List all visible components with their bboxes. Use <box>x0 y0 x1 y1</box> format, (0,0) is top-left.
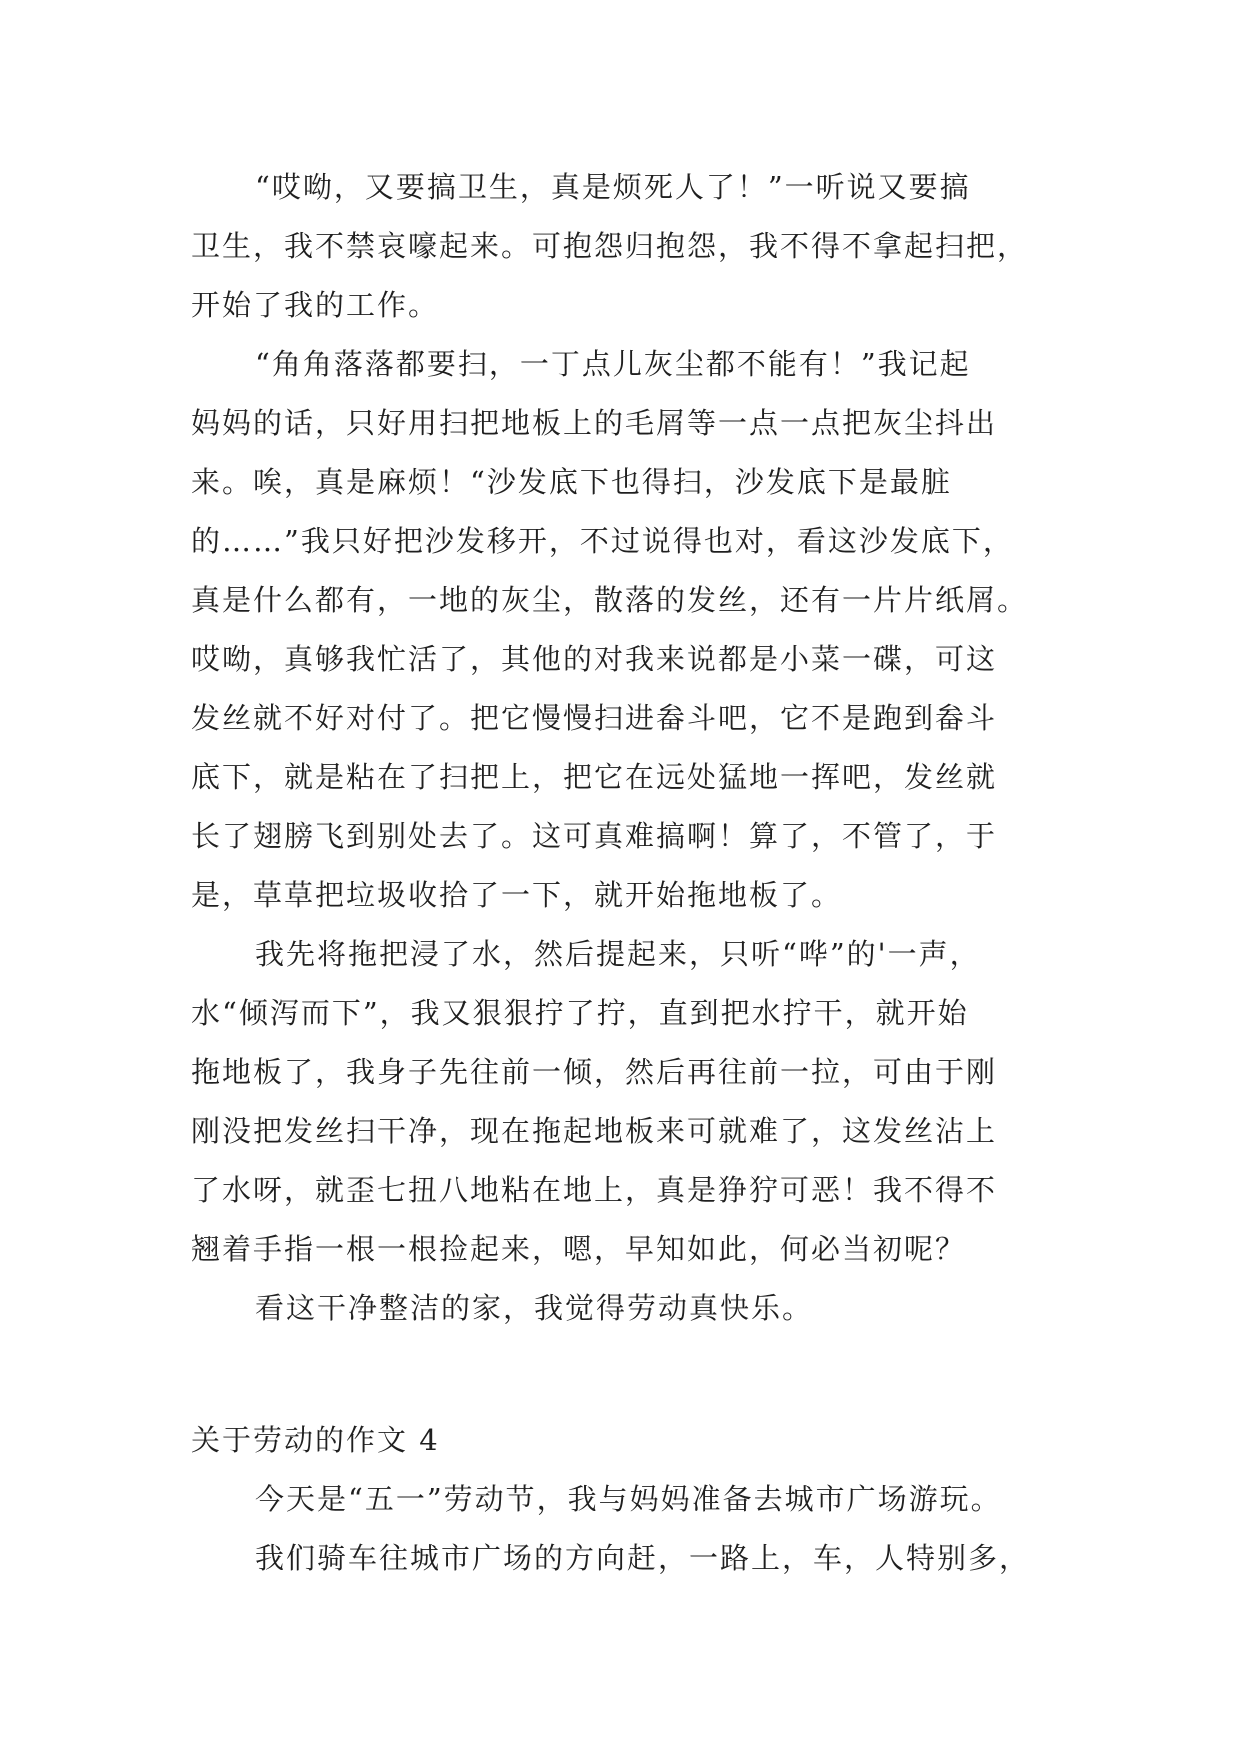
paragraph-line: 刚没把发丝扫干净，现在拖起地板来可就难了，这发丝沾上 <box>191 1114 998 1148</box>
paragraph-line: 来。唉，真是麻烦！“沙发底下也得扫，沙发底下是最脏 <box>191 465 952 499</box>
paragraph-line: 开始了我的工作。 <box>191 288 440 322</box>
paragraph-line: 真是什么都有，一地的灰尘，散落的发丝，还有一片片纸屑。 <box>191 583 1029 617</box>
section-spacer <box>191 1338 1061 1410</box>
paragraph-line: “角角落落都要扫，一丁点儿灰尘都不能有！”我记起 <box>255 347 971 381</box>
paragraph-line: 底下，就是粘在了扫把上，把它在远处猛地一挥吧，发丝就 <box>191 760 998 794</box>
paragraph-line: 卫生，我不禁哀嚎起来。可抱怨归抱怨，我不得不拿起扫把， <box>191 229 1029 263</box>
paragraph-line: 水“倾泻而下”，我又狠狠拧了拧，直到把水拧干，就开始 <box>191 996 969 1030</box>
paragraph-line: 了水呀，就歪七扭八地粘在地上，真是狰狞可恶！我不得不 <box>191 1173 998 1207</box>
document-body <box>191 158 1061 1588</box>
paragraph-line: 的……”我只好把沙发移开，不过说得也对，看这沙发底下， <box>191 524 1014 558</box>
paragraph-line: 翘着手指一根一根捡起来，嗯，早知如此，何必当初呢？ <box>191 1232 967 1266</box>
paragraph-line: 我们骑车往城市广场的方向赶，一路上，车，人特别多， <box>255 1541 1031 1575</box>
paragraph-line: 发丝就不好对付了。把它慢慢扫进畚斗吧，它不是跑到畚斗 <box>191 701 998 735</box>
paragraph-line: 拖地板了，我身子先往前一倾，然后再往前一拉，可由于刚 <box>191 1055 998 1089</box>
paragraph-line: 看这干净整洁的家，我觉得劳动真快乐。 <box>255 1291 814 1325</box>
section-heading: 关于劳动的作文 4 <box>191 1423 440 1457</box>
paragraph-line: 我先将拖把浸了水，然后提起来，只听“哗”的'一声， <box>255 937 981 971</box>
paragraph-line: 是，草草把垃圾收拾了一下，就开始拖地板了。 <box>191 878 843 912</box>
paragraph-line: 妈妈的话，只好用扫把地板上的毛屑等一点一点把灰尘抖出 <box>191 406 998 440</box>
paragraph-line: 长了翅膀飞到别处去了。这可真难搞啊！算了，不管了，于 <box>191 819 998 853</box>
paragraph-line: 今天是“五一”劳动节，我与妈妈准备去城市广场游玩。 <box>255 1482 1002 1516</box>
paragraph-line: 哎呦，真够我忙活了，其他的对我来说都是小菜一碟，可这 <box>191 642 998 676</box>
paragraph-line: “哎呦，又要搞卫生，真是烦死人了！”一听说又要搞 <box>255 170 971 204</box>
